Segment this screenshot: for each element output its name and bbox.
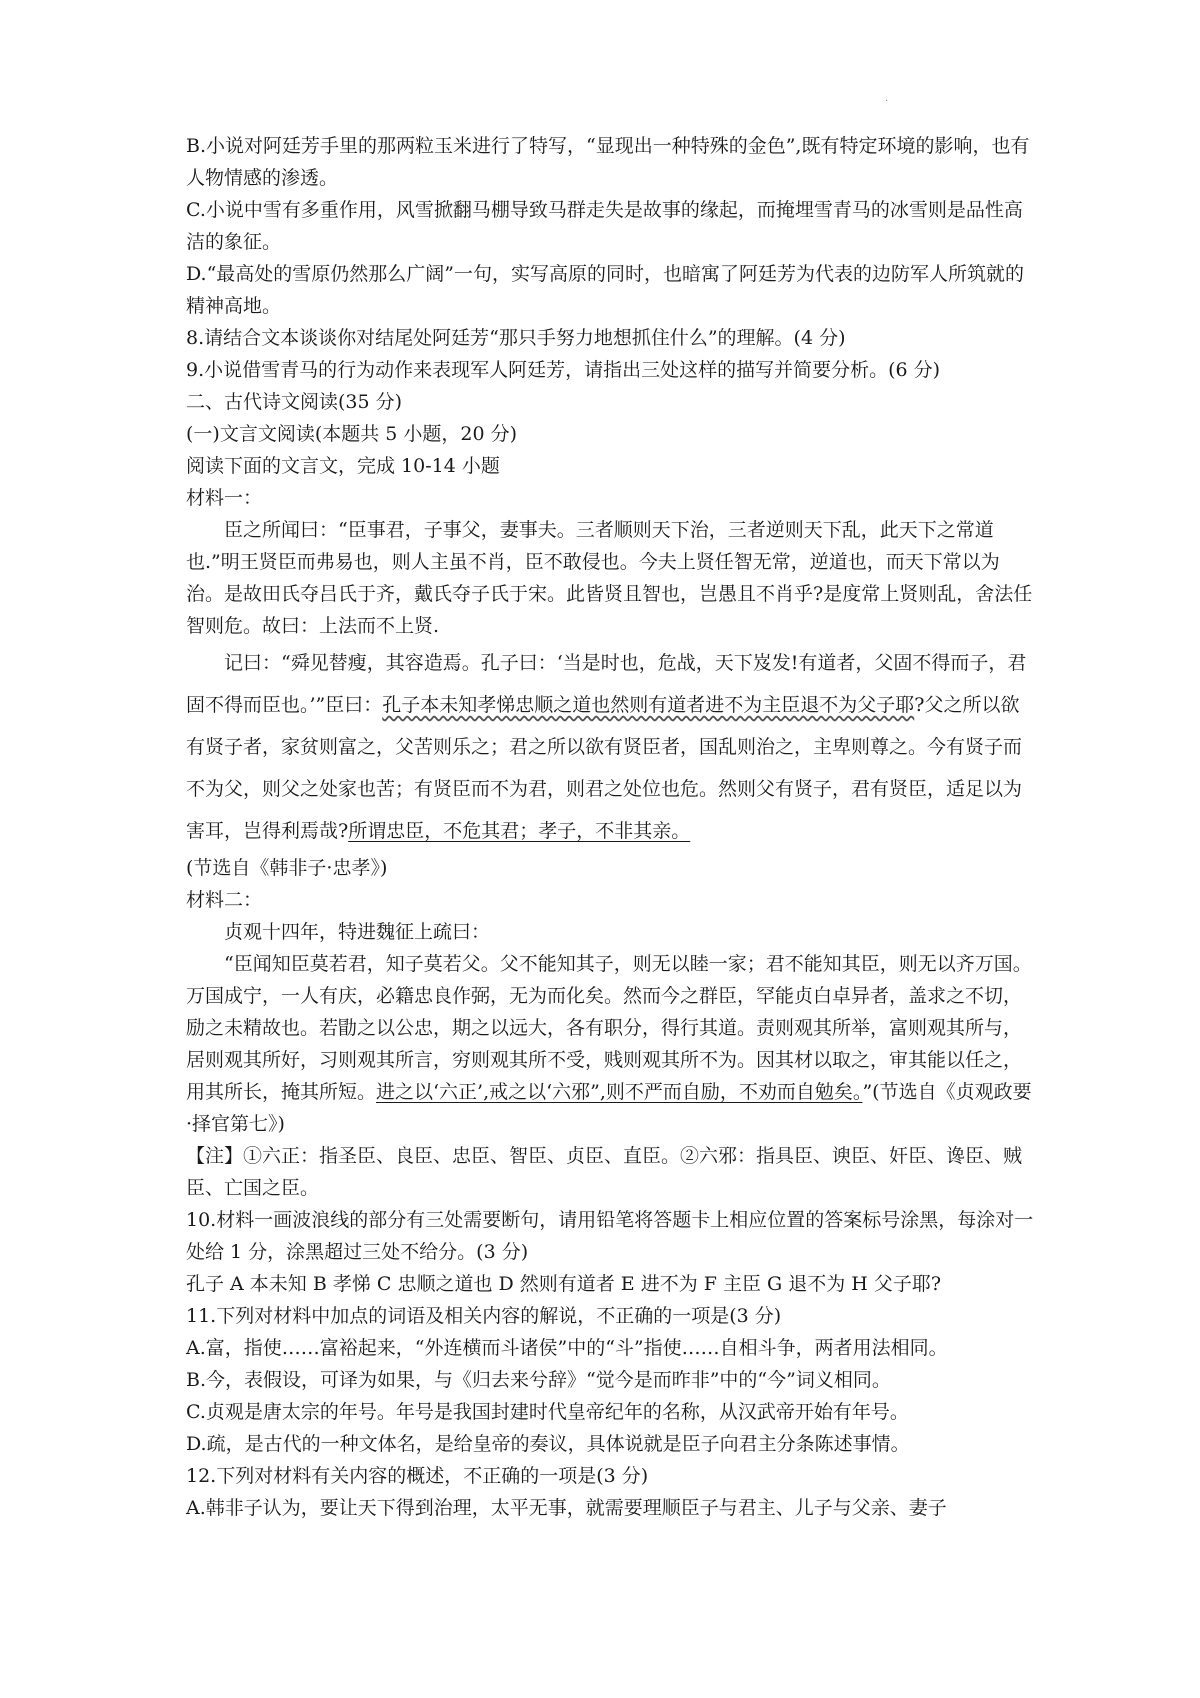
q12-option-a: A.韩非子认为，要让天下得到治理，太平无事，就需要理顺臣子与君主、儿子与父亲、妻子 (186, 1497, 947, 1519)
m1-p2-text-b: ?父之所以欲有贤子者，家贫则富之，父苦则乐之；君之所以欲有贤臣者，国乱则治之，主卑则尊之。今有贤子而不为父，则父之处家也苦；有贤臣而不为君，则君之处位也危。然则父有贤子，君有贤臣，适足以为害耳，岂得利焉哉? (186, 694, 1023, 842)
q11-option-d: D.疏，是古代的一种文体名，是给皇帝的奏议，具体说就是臣子向君主分条陈述事情。 (186, 1433, 910, 1455)
reading-instruction: 阅读下面的文言文，完成 10-14 小题 (186, 455, 500, 477)
section-heading: 二、古代诗文阅读(35 分) (186, 391, 403, 413)
material-2-paragraph-2 (186, 948, 1034, 1140)
q7-option-b: B.小说对阿廷芳手里的那两粒玉米进行了特写，“显现出一种特殊的金色”,既有特定环境的影响，也有人物情感的渗透。 (186, 135, 1030, 189)
q7-option-d: D.“最高处的雪原仍然那么广阔”一句，实写高原的同时，也暗寓了阿廷芳为代表的边防军人所筑就的精神高地。 (186, 263, 1025, 317)
question-9: 9.小说借雪青马的行为动作来表现军人阿廷芳，请指出三处这样的描写并简要分析。(6 分) (186, 359, 941, 381)
question-11-stem: 11.下列对材料中加点的词语及相关内容的解说，不正确的一项是(3 分) (186, 1305, 782, 1327)
subsection-heading: (一)文言文阅读(本题共 5 小题，20 分) (186, 423, 518, 445)
question-10-options: 孔子 A 本未知 B 孝悌 C 忠顺之道也 D 然则有道者 E 进不为 F 主臣 G 退不为 H 父子耶? (186, 1273, 942, 1295)
m2-p2-text-a: “臣闻知臣莫若君，知子莫若父。父不能知其子，则无以睦一家；君不能知其臣，则无以齐万国。万国成宁，一人有庆，必籍忠良作弼，无为而化矣。然而今之群臣，罕能贞白卓异者，盖求之不切，励之未精故也。若勖之以公忠，期之以远大，各有职分，得行其道。责则观其所举，富则观其所与，居则观其所好，习则观其所言，穷则观其所不受，贱则观其所不为。因其材以取之，审其能以任之，用其所长，掩其所短。 (186, 953, 1032, 1103)
wavy-underlined-passage: 孔子本未知孝悌忠顺之道也然则有道者进不为主臣退不为父子耶 (382, 694, 915, 716)
q7-option-c: C.小说中雪有多重作用，风雪掀翻马棚导致马群走失是故事的缘起，而掩埋雪青马的冰雪则是品性高洁的象征。 (186, 199, 1023, 253)
exam-page (186, 130, 1034, 1524)
material-2-paragraph-1: 贞观十四年，特进魏征上疏曰： (224, 921, 491, 943)
m2-p2-text-b: ”(节选自《贞观政要·择官第七》) (186, 1081, 1032, 1135)
question-12-stem: 12.下列对材料有关内容的概述，不正确的一项是(3 分) (186, 1465, 649, 1487)
question-10-stem: 10.材料一画波浪线的部分有三处需要断句，请用铅笔将答题卡上相应位置的答案标号涂黑，每涂对一处给 1 分，涂黑超过三处不给分。(3 分) (186, 1209, 1034, 1263)
question-8: 8.请结合文本谈谈你对结尾处阿廷芳“那只手努力地想抓住什么”的理解。(4 分) (186, 327, 846, 349)
underlined-sentence-2: 进之以‘六正’,戒之以‘六邪”,则不严而自励，不劝而自勉矣。 (376, 1081, 863, 1103)
underlined-sentence-1: 所谓忠臣，不危其君；孝子，不非其亲。 (348, 820, 691, 842)
material-2-label: 材料二： (186, 889, 263, 911)
q11-option-b: B.今，表假设，可译为如果，与《归去来兮辞》“觉今是而昨非”中的“今”词义相同。 (186, 1369, 891, 1391)
q11-option-a: A.富，指使……富裕起来，“外连横而斗诸侯”中的“斗”指使……自相斗争，两者用法相同。 (186, 1337, 948, 1359)
material-1-paragraph-1: 臣之所闻曰：“臣事君，子事父，妻事夫。三者顺则天下治，三者逆则天下乱，此天下之常道也.”明王贤臣而弗易也，则人主虽不肖，臣不敢侵也。今夫上贤任智无常，逆道也，而天下常以为治。是故田氏夺吕氏于齐，戴氏夺子氏于宋。此皆贤且智也，岂愚且不肖乎?是度常上贤则乱，舍法任智则危。故曰：上法而不上贤. (186, 519, 1033, 637)
corner-mark: · (885, 96, 889, 107)
material-1-paragraph-2 (186, 642, 1034, 852)
q11-option-c: C.贞观是唐太宗的年号。年号是我国封建时代皇帝纪年的名称，从汉武帝开始有年号。 (186, 1401, 909, 1423)
material-1-label: 材料一： (186, 487, 263, 509)
annotation-note: 【注】①六正：指圣臣、良臣、忠臣、智臣、贞臣、直臣。②六邪：指具臣、谀臣、奸臣、谗臣、贼臣、亡国之臣。 (186, 1145, 1023, 1199)
material-1-source: (节选自《韩非子·忠孝》) (186, 857, 388, 879)
m1-p2-text-a: 记曰：“舜见替瘦，其容造焉。孔子曰：‘当是时也，危战，天下岌发!有道者，父固不得而子，君固不得而臣也。’”臣曰： (186, 652, 1027, 716)
